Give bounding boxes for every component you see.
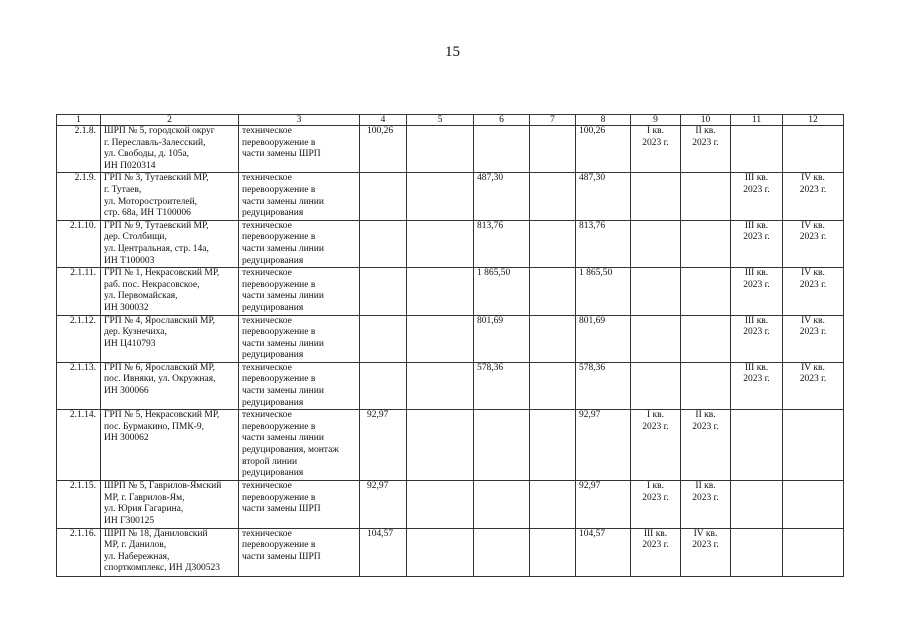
column-header-3: 3 <box>239 115 360 126</box>
value-col-4: 92,97 <box>360 410 407 481</box>
work-description-line: техническое <box>242 220 292 231</box>
end-quarter-line: 2023 г. <box>692 421 719 432</box>
work-description-line: части замены линии <box>242 433 324 444</box>
work-description-line: части замены линии <box>242 196 324 207</box>
object-description-line: спорткомплекс, ИН Д300523 <box>104 563 221 574</box>
value-col-5 <box>407 362 474 409</box>
work-description-line: редуцирования <box>242 397 304 408</box>
column-header-12: 12 <box>783 115 844 126</box>
work-description-line: техническое <box>242 315 292 326</box>
value-col-7 <box>530 126 576 173</box>
start-quarter-alt <box>731 410 783 481</box>
object-description-line: ГРП № 6, Ярославский МР, <box>104 362 215 373</box>
value-col-4 <box>360 268 407 315</box>
value-col-7 <box>530 410 576 481</box>
object-description <box>101 362 239 409</box>
work-description-line: техническое <box>242 173 292 184</box>
work-description-line: части замены линии <box>242 291 324 302</box>
value-col-4: 100,26 <box>360 126 407 173</box>
work-description <box>239 220 360 267</box>
work-description-line: части замены линии <box>242 386 324 397</box>
object-description <box>101 528 239 576</box>
object-description <box>101 315 239 362</box>
end-quarter <box>681 268 731 315</box>
object-description-line: ГРП № 1, Некрасовский МР, <box>104 268 220 279</box>
work-description-line: перевооружение в <box>242 540 316 551</box>
start-quarter-alt <box>731 481 783 528</box>
object-description-line: ИН Г300125 <box>104 516 155 527</box>
work-description-line: редуцирования <box>242 255 304 266</box>
object-description <box>101 410 239 481</box>
work-description-line: второй линии <box>242 456 298 467</box>
work-description <box>239 315 360 362</box>
start-quarter <box>631 362 681 409</box>
work-description-line: перевооружение в <box>242 232 316 243</box>
object-description-line: ИН П020314 <box>104 160 156 171</box>
value-col-6 <box>474 410 530 481</box>
object-description-line: г. Переславль-Залесский, <box>104 137 206 148</box>
value-col-8: 100,26 <box>576 126 631 173</box>
start-quarter-line: 2023 г. <box>642 421 669 432</box>
value-col-7 <box>530 362 576 409</box>
work-description-line: части замены линии <box>242 338 324 349</box>
object-description-line: ШРП № 18, Даниловский <box>104 528 208 539</box>
start-quarter-alt-line: III кв. <box>744 173 769 184</box>
value-col-8: 104,57 <box>576 528 631 576</box>
start-quarter-line: 2023 г. <box>642 137 669 148</box>
object-description-line: ГРП № 5, Некрасовский МР, <box>104 410 220 421</box>
object-description-line: ул. Свободы, д. 105а, <box>104 149 190 160</box>
value-col-5 <box>407 481 474 528</box>
end-quarter-alt-line: 2023 г. <box>799 232 827 243</box>
end-quarter <box>681 410 731 481</box>
row-number: 2.1.15. <box>57 481 101 528</box>
start-quarter <box>631 410 681 481</box>
object-description-line: ИН 300062 <box>104 433 149 444</box>
object-description-line: пос. Ивняки, ул. Окружная, <box>104 374 216 385</box>
column-header-2: 2 <box>101 115 239 126</box>
object-description <box>101 173 239 220</box>
end-quarter-alt-line: 2023 г. <box>799 374 827 385</box>
start-quarter-alt-line: 2023 г. <box>743 184 770 195</box>
value-col-4: 92,97 <box>360 481 407 528</box>
end-quarter-alt <box>783 173 844 220</box>
end-quarter-alt <box>783 268 844 315</box>
value-col-5 <box>407 410 474 481</box>
start-quarter-line: 2023 г. <box>642 540 669 551</box>
value-col-5 <box>407 220 474 267</box>
work-description <box>239 268 360 315</box>
value-col-4: 104,57 <box>360 528 407 576</box>
start-quarter-alt-line: III кв. <box>744 362 769 373</box>
object-description-line: ул. Первомайская, <box>104 291 178 302</box>
value-col-6: 578,36 <box>474 362 530 409</box>
end-quarter <box>681 126 731 173</box>
value-col-5 <box>407 268 474 315</box>
row-number: 2.1.16. <box>57 528 101 576</box>
work-description <box>239 481 360 528</box>
work-description-line: перевооружение в <box>242 421 316 432</box>
work-description <box>239 362 360 409</box>
work-description-line: части замены ШРП <box>242 149 321 160</box>
table-row <box>57 315 844 362</box>
end-quarter <box>681 173 731 220</box>
table-row <box>57 362 844 409</box>
end-quarter-alt-line: 2023 г. <box>799 184 827 195</box>
object-description-line: стр. 68а, ИН Т100006 <box>104 208 191 219</box>
value-col-8: 801,69 <box>576 315 631 362</box>
end-quarter-alt <box>783 481 844 528</box>
column-header-5: 5 <box>407 115 474 126</box>
end-quarter-line: II кв. <box>695 410 716 421</box>
value-col-7 <box>530 220 576 267</box>
value-col-6 <box>474 126 530 173</box>
end-quarter-line: II кв. <box>695 126 716 136</box>
value-col-7 <box>530 173 576 220</box>
start-quarter-alt <box>731 126 783 173</box>
work-description-line: части замены ШРП <box>242 504 321 515</box>
value-col-8: 487,30 <box>576 173 631 220</box>
value-col-6 <box>474 481 530 528</box>
work-description-line: редуцирования <box>242 208 304 219</box>
end-quarter-line: IV кв. <box>693 528 718 539</box>
object-description-line: ГРП № 4, Ярославский МР, <box>104 315 215 326</box>
object-description-line: ул. Юрия Гагарина, <box>104 504 184 515</box>
end-quarter-alt-line: IV кв. <box>801 268 825 279</box>
table-body <box>57 126 844 577</box>
page-number: 15 <box>445 44 460 60</box>
row-number: 2.1.8. <box>57 126 101 173</box>
table-row <box>57 126 844 173</box>
start-quarter-alt <box>731 220 783 267</box>
work-description-line: техническое <box>242 362 292 373</box>
object-description <box>101 481 239 528</box>
column-header-6: 6 <box>474 115 530 126</box>
object-description-line: раб. пос. Некрасовское, <box>104 279 200 290</box>
object-description-line: дер. Столбищи, <box>104 232 167 243</box>
value-col-4 <box>360 362 407 409</box>
row-number: 2.1.11. <box>57 268 101 315</box>
value-col-8: 813,76 <box>576 220 631 267</box>
table-row <box>57 173 844 220</box>
end-quarter <box>681 315 731 362</box>
start-quarter-alt-line: 2023 г. <box>743 374 770 385</box>
row-number: 2.1.14. <box>57 410 101 481</box>
value-col-8: 1 865,50 <box>576 268 631 315</box>
object-description-line: пос. Бурмакино, ПМК-9, <box>104 421 204 432</box>
object-description-line: ИН Ц410793 <box>104 338 156 349</box>
value-col-5 <box>407 528 474 576</box>
end-quarter-alt-line: 2023 г. <box>799 327 827 338</box>
work-description-line: редуцирования <box>242 350 304 361</box>
end-quarter-line: 2023 г. <box>692 540 719 551</box>
value-col-6: 1 865,50 <box>474 268 530 315</box>
start-quarter <box>631 126 681 173</box>
start-quarter <box>631 315 681 362</box>
end-quarter-alt <box>783 528 844 576</box>
object-description-line: ИН 300032 <box>104 302 149 313</box>
start-quarter-alt-line: 2023 г. <box>743 279 770 290</box>
table-row <box>57 481 844 528</box>
work-description <box>239 410 360 481</box>
row-number: 2.1.10. <box>57 220 101 267</box>
start-quarter <box>631 268 681 315</box>
work-description <box>239 528 360 576</box>
row-number: 2.1.13. <box>57 362 101 409</box>
column-header-7: 7 <box>530 115 576 126</box>
object-description-line: ШРП № 5, Гаврилов-Ямский <box>104 481 222 492</box>
end-quarter-alt-line: IV кв. <box>801 315 825 326</box>
work-description-line: редуцирования <box>242 468 304 479</box>
value-col-7 <box>530 481 576 528</box>
end-quarter-line: 2023 г. <box>692 492 719 503</box>
start-quarter-line: III кв. <box>643 528 668 539</box>
value-col-5 <box>407 315 474 362</box>
object-description-line: г. Тутаев, <box>104 184 142 195</box>
start-quarter-alt-line: III кв. <box>744 268 769 279</box>
column-header-9: 9 <box>631 115 681 126</box>
start-quarter-alt <box>731 315 783 362</box>
end-quarter-alt-line: IV кв. <box>801 362 825 373</box>
start-quarter-line: I кв. <box>646 126 664 136</box>
object-description-line: ГРП № 9, Тутаевский МР, <box>104 220 209 231</box>
work-description-line: техническое <box>242 528 292 539</box>
start-quarter-alt <box>731 528 783 576</box>
work-description-line: перевооружение в <box>242 492 316 503</box>
value-col-6: 813,76 <box>474 220 530 267</box>
start-quarter <box>631 528 681 576</box>
start-quarter-alt-line: III кв. <box>744 315 769 326</box>
column-header-8: 8 <box>576 115 631 126</box>
start-quarter-line: I кв. <box>646 410 664 421</box>
value-col-6 <box>474 528 530 576</box>
start-quarter <box>631 173 681 220</box>
value-col-6: 487,30 <box>474 173 530 220</box>
start-quarter-alt <box>731 268 783 315</box>
work-description-line: техническое <box>242 481 292 492</box>
work-description-line: перевооружение в <box>242 184 316 195</box>
table-row <box>57 268 844 315</box>
end-quarter-alt-line: 2023 г. <box>799 279 827 290</box>
value-col-5 <box>407 173 474 220</box>
object-description-line: ул. Набережная, <box>104 551 170 562</box>
start-quarter <box>631 481 681 528</box>
work-description-line: перевооружение в <box>242 279 316 290</box>
value-col-8: 578,36 <box>576 362 631 409</box>
end-quarter <box>681 528 731 576</box>
start-quarter-alt <box>731 362 783 409</box>
value-col-7 <box>530 268 576 315</box>
end-quarter-alt <box>783 220 844 267</box>
value-col-6: 801,69 <box>474 315 530 362</box>
work-description-line: перевооружение в <box>242 374 316 385</box>
value-col-4 <box>360 173 407 220</box>
header-row <box>57 115 844 126</box>
object-description <box>101 268 239 315</box>
object-description-line: МР, г. Гаврилов-Ям, <box>104 492 185 503</box>
value-col-4 <box>360 220 407 267</box>
work-description-line: техническое <box>242 410 292 421</box>
end-quarter-alt-line: IV кв. <box>801 173 825 184</box>
work-description-line: техническое <box>242 126 292 136</box>
column-header-4: 4 <box>360 115 407 126</box>
start-quarter-alt-line: 2023 г. <box>743 232 770 243</box>
end-quarter-alt <box>783 362 844 409</box>
object-description-line: МР, г. Данилов, <box>104 540 167 551</box>
object-description-line: ул. Центральная, стр. 14а, <box>104 243 209 254</box>
object-description-line: ИН Т100003 <box>104 255 155 266</box>
object-description-line: дер. Кузнечиха, <box>104 327 167 338</box>
end-quarter <box>681 481 731 528</box>
start-quarter-line: I кв. <box>646 481 664 492</box>
value-col-7 <box>530 315 576 362</box>
object-description <box>101 126 239 173</box>
row-number: 2.1.9. <box>57 173 101 220</box>
value-col-5 <box>407 126 474 173</box>
value-col-7 <box>530 528 576 576</box>
end-quarter-line: 2023 г. <box>692 137 719 148</box>
column-header-10: 10 <box>681 115 731 126</box>
end-quarter-line: II кв. <box>695 481 716 492</box>
work-description-line: перевооружение в <box>242 137 316 148</box>
end-quarter <box>681 220 731 267</box>
work-description-line: редуцирования <box>242 302 304 313</box>
work-description-line: редуцирования, монтаж <box>242 445 339 456</box>
value-col-4 <box>360 315 407 362</box>
object-description-line: ИН 300066 <box>104 386 149 397</box>
work-description-line: части замены ШРП <box>242 551 321 562</box>
work-description-line: части замены линии <box>242 243 324 254</box>
end-quarter-alt <box>783 410 844 481</box>
table-row <box>57 410 844 481</box>
value-col-8: 92,97 <box>576 481 631 528</box>
start-quarter-alt-line: 2023 г. <box>743 327 770 338</box>
table-row <box>57 220 844 267</box>
column-header-11: 11 <box>731 115 783 126</box>
start-quarter-alt <box>731 173 783 220</box>
object-description <box>101 220 239 267</box>
start-quarter-line: 2023 г. <box>642 492 669 503</box>
table-row <box>57 528 844 576</box>
end-quarter-alt <box>783 126 844 173</box>
end-quarter-alt-line: IV кв. <box>801 220 825 231</box>
start-quarter-alt-line: III кв. <box>744 220 769 231</box>
investment-table <box>56 114 844 577</box>
value-col-8: 92,97 <box>576 410 631 481</box>
object-description-line: ГРП № 3, Тутаевский МР, <box>104 173 209 184</box>
end-quarter-alt <box>783 315 844 362</box>
object-description-line: ШРП № 5, городской округ <box>104 126 215 136</box>
work-description <box>239 173 360 220</box>
work-description-line: перевооружение в <box>242 327 316 338</box>
row-number: 2.1.12. <box>57 315 101 362</box>
object-description-line: ул. Моторостроителей, <box>104 196 198 207</box>
start-quarter <box>631 220 681 267</box>
work-description-line: техническое <box>242 268 292 279</box>
column-header-1: 1 <box>57 115 101 126</box>
work-description <box>239 126 360 173</box>
end-quarter <box>681 362 731 409</box>
table-header <box>57 115 844 126</box>
